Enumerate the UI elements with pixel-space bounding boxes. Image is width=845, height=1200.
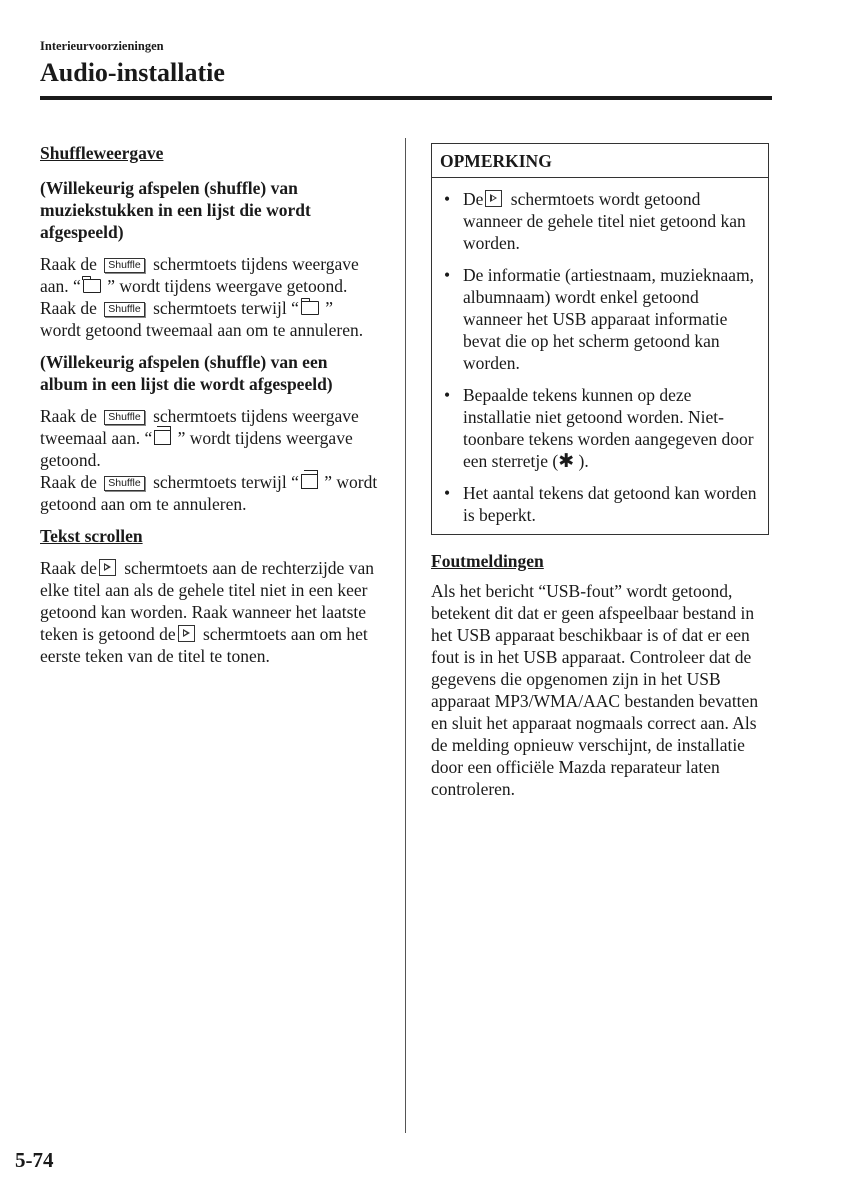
text-fragment: schermtoets aan de rechterzijde van elke titel aan als de gehele titel niet in een keer getoond kan worden. Raak wanneer het laatste teken is getoond de xyxy=(40,558,374,644)
note-item: • Het aantal tekens dat getoond kan worden is beperkt. xyxy=(442,482,760,526)
text-fragment: ” wordt tijdens weergave getoond. xyxy=(40,428,353,470)
column-divider xyxy=(405,138,406,1133)
page-number: 5-74 xyxy=(15,1148,54,1172)
note-box xyxy=(431,143,769,535)
scroll-button-icon xyxy=(99,559,116,576)
text-fragment: schermtoets terwijl “ xyxy=(153,472,299,492)
scroll-button-icon xyxy=(485,190,502,207)
text-fragment: De xyxy=(463,189,484,209)
shuffle-button-icon: Shuffle xyxy=(104,258,145,273)
note-heading: OPMERKING xyxy=(432,144,768,178)
scroll-button-icon xyxy=(178,625,195,642)
text-fragment: schermtoets tijdens weergave aan. “ xyxy=(40,254,359,296)
scroll-paragraph xyxy=(40,557,378,667)
shuffle-folder-intro: (Willekeurig afspelen (shuffle) van muziekstukken in een lijst die wordt afgespeeld) xyxy=(40,178,311,242)
text-fragment: schermtoets wordt getoond wanneer de gehele titel niet getoond kan worden. xyxy=(463,189,746,253)
title-rule xyxy=(40,96,772,100)
note-list xyxy=(432,178,768,534)
shuffle-album-step-1 xyxy=(40,405,378,471)
text-fragment: Raak de xyxy=(40,558,97,578)
page-title: Audio-installatie xyxy=(40,58,225,87)
page-header xyxy=(40,38,772,90)
text-fragment: schermtoets aan om het eerste teken van de titel te tonen. xyxy=(40,624,368,666)
asterisk-icon: ✱ xyxy=(558,450,575,472)
shuffle-button-icon: Shuffle xyxy=(104,410,145,425)
shuffle-button-icon: Shuffle xyxy=(104,476,145,491)
note-item xyxy=(442,188,760,254)
text-fragment: Raak de xyxy=(40,472,97,492)
folder-shuffle-icon xyxy=(83,279,101,293)
text-fragment: Raak de xyxy=(40,406,97,426)
shuffle-folder-step-2 xyxy=(40,297,378,341)
text-fragment: Raak de xyxy=(40,298,97,318)
text-fragment: Bepaalde tekens kunnen op deze installatie niet getoond worden. Niet-toonbare tekens worden aangegeven door een sterretje ( xyxy=(463,385,754,471)
right-column xyxy=(431,143,771,800)
shuffle-album-step-2 xyxy=(40,471,378,515)
text-fragment: schermtoets tijdens weergave tweemaal aan. “ xyxy=(40,406,359,448)
album-shuffle-icon xyxy=(154,430,171,445)
album-shuffle-icon xyxy=(301,474,318,489)
left-column xyxy=(40,140,378,667)
note-item xyxy=(442,384,760,472)
text-fragment: ” wordt getoond tweemaal aan om te annuleren. xyxy=(40,298,364,340)
text-fragment: ” wordt tijdens weergave getoond. xyxy=(102,276,348,296)
folder-shuffle-icon xyxy=(301,301,319,315)
note-item: • De informatie (artiestnaam, muzieknaam, albumnaam) wordt enkel getoond wanneer het USB apparaat informatie bevat die op het scherm getoond kan worden. xyxy=(442,264,760,374)
shuffle-album-intro: (Willekeurig afspelen (shuffle) van een album in een lijst die wordt afgespeeld) xyxy=(40,352,333,394)
text-fragment: ” wordt getoond aan om te annuleren. xyxy=(40,472,378,514)
errors-heading: Foutmeldingen xyxy=(431,551,544,571)
text-fragment: schermtoets terwijl “ xyxy=(153,298,299,318)
errors-body: Als het bericht “USB-fout” wordt getoond, betekent dit dat er geen afspeelbaar bestand in het USB apparaat beschikbaar is of dat er een fout is in het USB apparaat. Controleer dat de gegevens die opgenomen zijn in het USB apparaat MP3/WMA/AAC bestanden bevatten en sluit het apparaat nogmaals correct aan. Als de melding opnieuw verschijnt, de installatie door een officiële Mazda reparateur laten controleren. xyxy=(431,581,759,799)
shuffle-button-icon: Shuffle xyxy=(104,302,145,317)
text-fragment: ). xyxy=(574,451,589,471)
shuffle-heading: Shuffleweergave xyxy=(40,143,164,163)
scroll-heading: Tekst scrollen xyxy=(40,526,143,546)
section-label: Interieurvoorzieningen xyxy=(40,39,164,53)
shuffle-folder-step-1 xyxy=(40,253,378,297)
text-fragment: Raak de xyxy=(40,254,97,274)
